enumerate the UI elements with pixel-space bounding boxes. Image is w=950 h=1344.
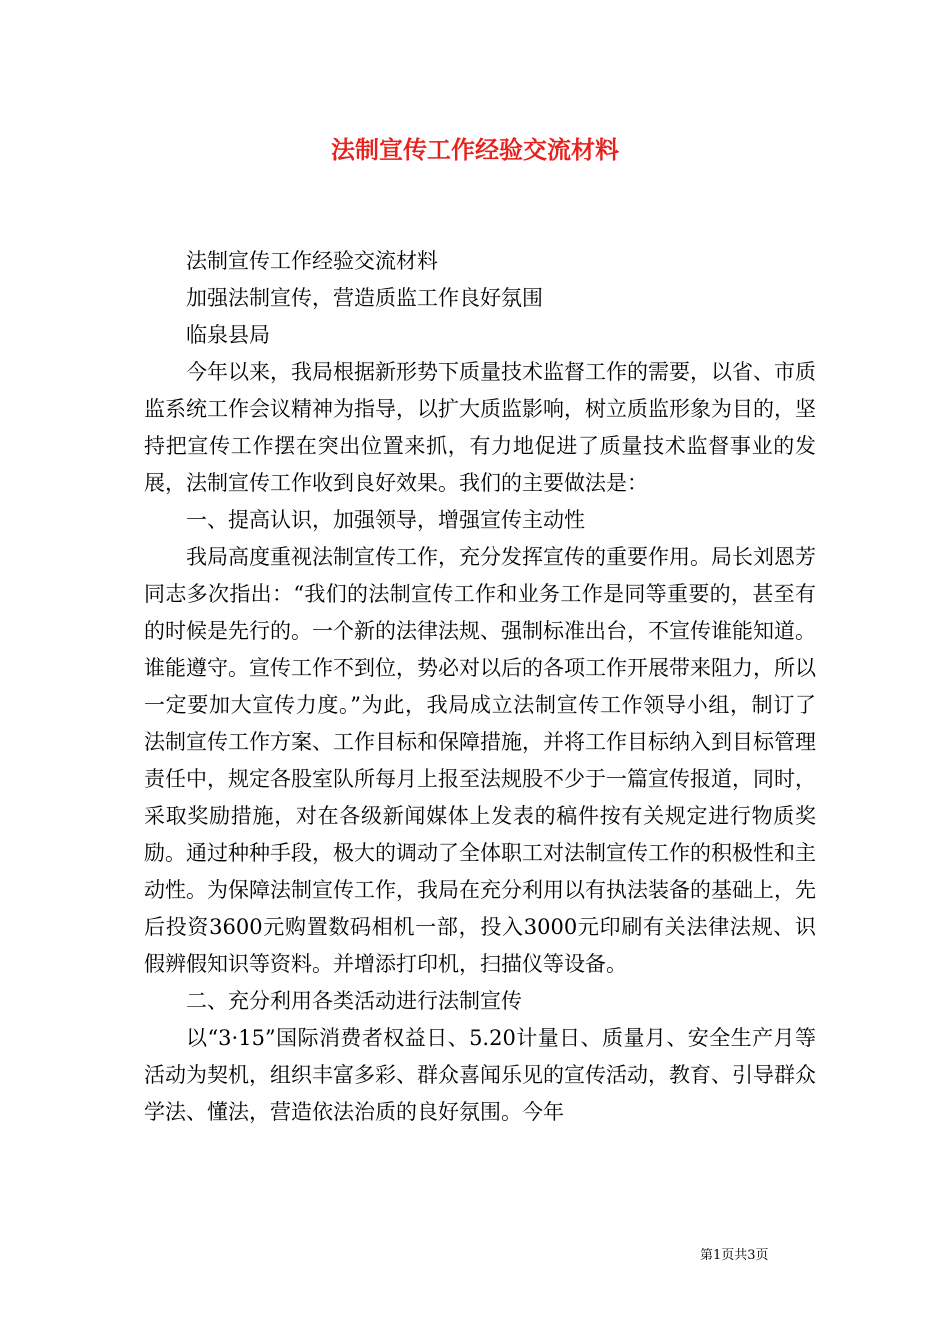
section-heading-1: 一、提高认识，加强领导，增强宣传主动性 [186,508,585,532]
paragraph-subtitle: 加强法制宣传，营造质监工作良好氛围 [186,286,543,310]
section-heading-2: 二、充分利用各类活动进行法制宣传 [186,989,522,1013]
paragraph-intro: 今年以来，我局根据新形势下质量技术监督工作的需要，以省、市质监系统工作会议精神为指导，以扩大质监影响，树立质监形象为目的，坚持把宣传工作摆在突出位置来抓，有力地促进了质量技术监督事业的发展，法制宣传工作收到良好效果。我们的主要做法是： [144,360,816,495]
paragraph-author: 临泉县局 [186,323,270,347]
document-title: 法制宣传工作经验交流材料 [331,135,619,164]
document-body [144,243,816,1131]
paragraph-section-1: 我局高度重视法制宣传工作，充分发挥宣传的重要作用。局长刘恩芳同志多次指出：“我们的法制宣传工作和业务工作是同等重要的，甚至有的时候是先行的。一个新的法律法规、强制标准出台，不宣传谁能知道。谁能遵守。宣传工作不到位，势必对以后的各项工作开展带来阻力，所以一定要加大宣传力度。”为此，我局成立法制宣传工作领导小组，制订了法制宣传工作方案、工作目标和保障措施，并将工作目标纳入到目标管理责任中，规定各股室队所每月上报至法规股不少于一篇宣传报道，同时，采取奖励措施，对在各级新闻媒体上发表的稿件按有关规定进行物质奖励。通过种种手段，极大的调动了全体职工对法制宣传工作的积极性和主动性。为保障法制宣传工作，我局在充分利用以有执法装备的基础上，先后投资3600元购置数码相机一部，投入3000元印刷有关法律法规、识假辨假知识等资料。并增添打印机，扫描仪等设备。 [144,545,816,976]
page-number-footer: 第1页共3页 [700,1248,769,1263]
paragraph-section-2: 以“3·15”国际消费者权益日、5.20计量日、质量月、安全生产月等活动为契机，组织丰富多彩、群众喜闻乐见的宣传活动，教育、引导群众学法、懂法，营造依法治质的良好氛围。今年 [144,1026,816,1124]
paragraph-heading-repeat: 法制宣传工作经验交流材料 [186,249,438,273]
